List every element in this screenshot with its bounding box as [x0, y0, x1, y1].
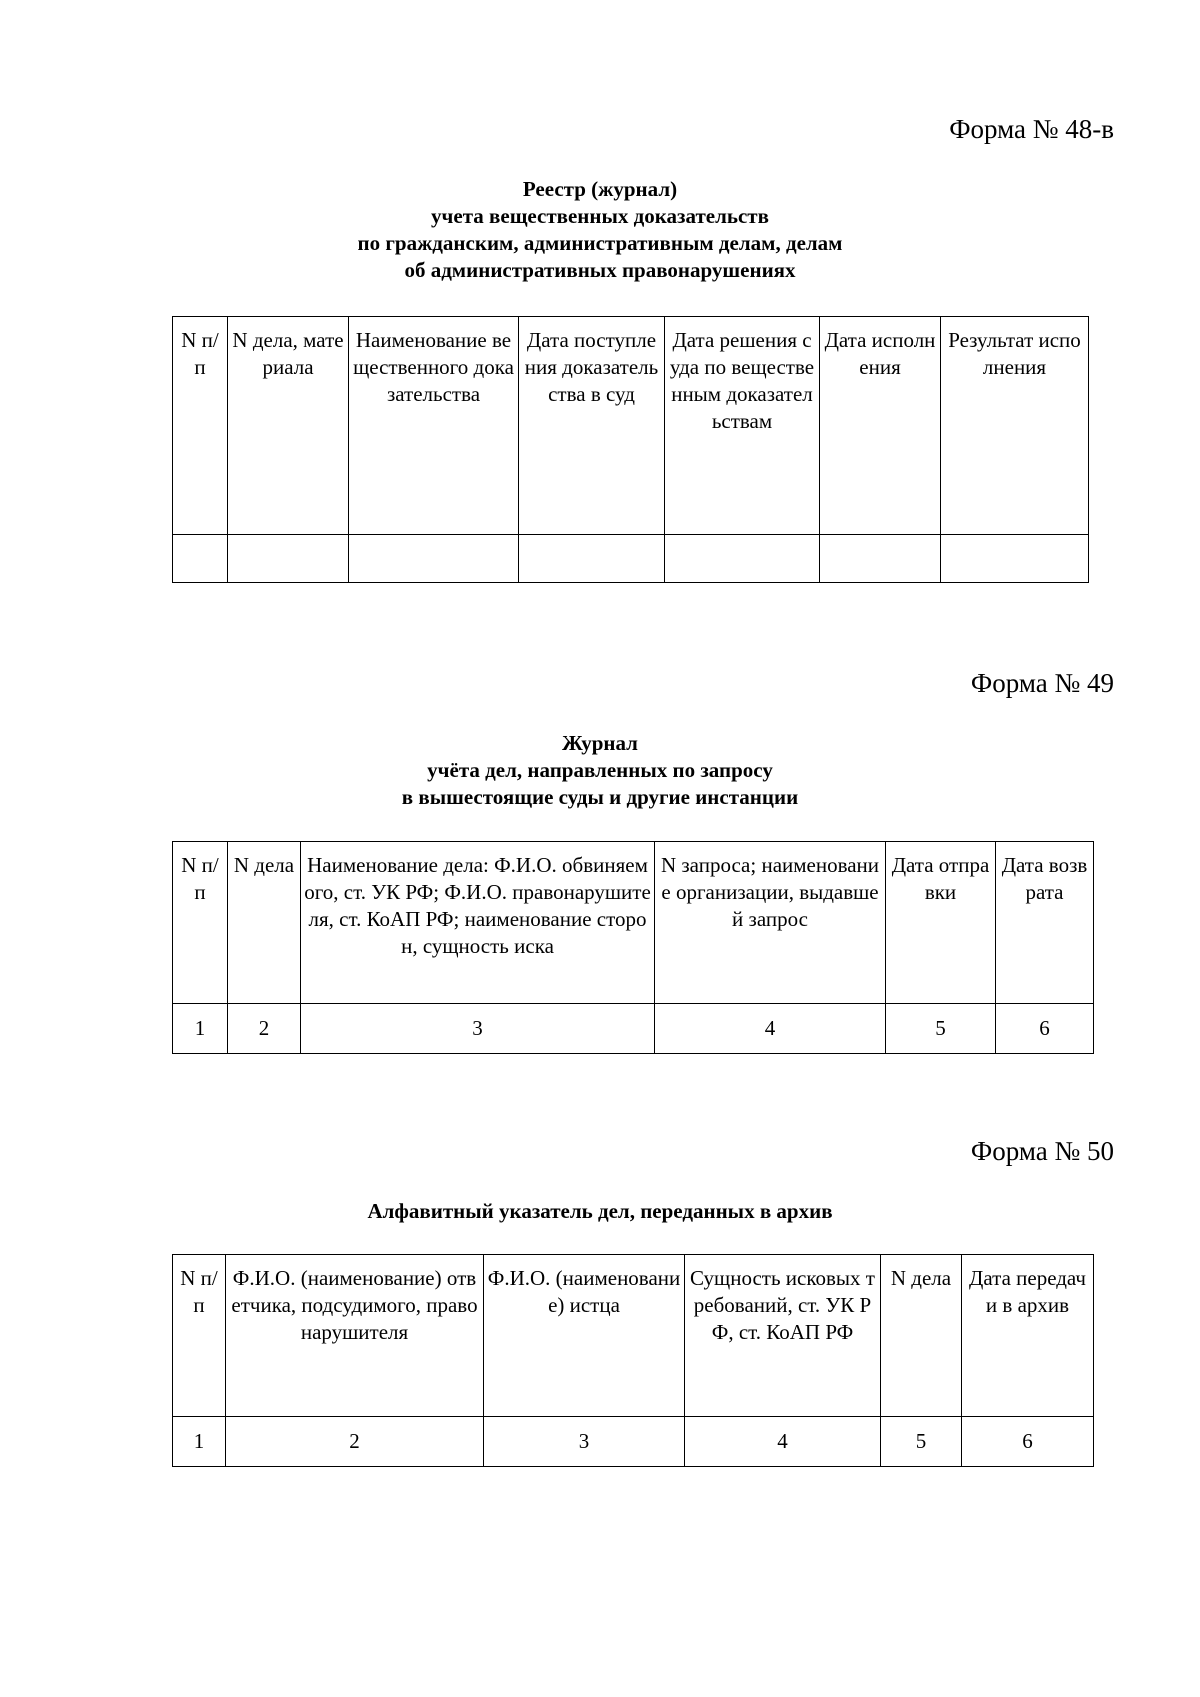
header-cell: Наименование дела: Ф.И.О. обвиняемого, ст. УК РФ; Ф.И.О. правонарушителя, ст. КоАП РФ; наименование сторон, сущность иска: [301, 842, 655, 1004]
form-50-number: Форма № 50: [970, 1136, 1114, 1166]
table-row: [173, 1004, 1094, 1054]
header-cell: Сущность исковых требований, ст. УК РФ, ст. КоАП РФ: [685, 1255, 881, 1417]
table-cell: [820, 535, 941, 583]
header-cell: Дата передачи в архив: [962, 1255, 1094, 1417]
table-row: [173, 535, 1089, 583]
table-header-row: [173, 1255, 1094, 1417]
form-49-title-line: Журнал: [562, 731, 638, 755]
form-48-table: [172, 316, 1089, 583]
table-cell: 2: [226, 1417, 484, 1467]
header-cell: Результат исполнения: [941, 317, 1089, 535]
form-48-title-line: по гражданским, административным делам, делам: [357, 231, 843, 255]
header-cell: Дата решения суда по вещественным доказательствам: [665, 317, 820, 535]
table-cell: 3: [301, 1004, 655, 1054]
table-cell: 1: [173, 1417, 226, 1467]
table-cell: [349, 535, 519, 583]
form-48-title-line: Реестр (журнал): [522, 177, 678, 201]
form-49-title-line: учёта дел, направленных по запросу: [427, 758, 773, 782]
header-cell: Ф.И.О. (наименование) ответчика, подсудимого, правонарушителя: [226, 1255, 484, 1417]
header-cell: N запроса; наименование организации, выдавшей запрос: [655, 842, 886, 1004]
table-cell: 5: [886, 1004, 996, 1054]
table-cell: [228, 535, 349, 583]
table-cell: 1: [173, 1004, 228, 1054]
form-49-title-line: в вышестоящие суды и другие инстанции: [401, 785, 799, 809]
header-cell: N п/п: [173, 842, 228, 1004]
table-cell: 4: [655, 1004, 886, 1054]
table-cell: 2: [228, 1004, 301, 1054]
header-cell: N дела, материала: [228, 317, 349, 535]
table-cell: 6: [996, 1004, 1094, 1054]
header-cell: Дата возврата: [996, 842, 1094, 1004]
table-cell: 4: [685, 1417, 881, 1467]
table-cell: 3: [484, 1417, 685, 1467]
header-cell: Наименование вещественного доказательства: [349, 317, 519, 535]
table-header-row: [173, 842, 1094, 1004]
header-cell: Дата отправки: [886, 842, 996, 1004]
form-48-title-line: учета вещественных доказательств: [431, 204, 769, 228]
header-cell: Дата поступления доказательства в суд: [519, 317, 665, 535]
table-cell: [173, 535, 228, 583]
form-48-title-line: об административных правонарушениях: [404, 258, 796, 282]
header-cell: N дела: [228, 842, 301, 1004]
form-50-title: [0, 1198, 1200, 1225]
header-cell: N п/п: [173, 1255, 226, 1417]
table-cell: [941, 535, 1089, 583]
table-cell: 5: [881, 1417, 962, 1467]
form-48-title: [0, 176, 1200, 284]
table-cell: [665, 535, 820, 583]
form-50-table: [172, 1254, 1094, 1467]
form-48-number: Форма № 48-в: [949, 114, 1114, 144]
header-cell: N дела: [881, 1255, 962, 1417]
header-cell: N п/п: [173, 317, 228, 535]
table-cell: [519, 535, 665, 583]
form-49-table: [172, 841, 1094, 1054]
table-cell: 6: [962, 1417, 1094, 1467]
header-cell: Дата исполнения: [820, 317, 941, 535]
form-49-title: [0, 730, 1200, 811]
form-50-title-line: Алфавитный указатель дел, переданных в архив: [367, 1199, 833, 1223]
table-header-row: [173, 317, 1089, 535]
form-49-number: Форма № 49: [970, 668, 1114, 698]
header-cell: Ф.И.О. (наименование) истца: [484, 1255, 685, 1417]
table-row: [173, 1417, 1094, 1467]
